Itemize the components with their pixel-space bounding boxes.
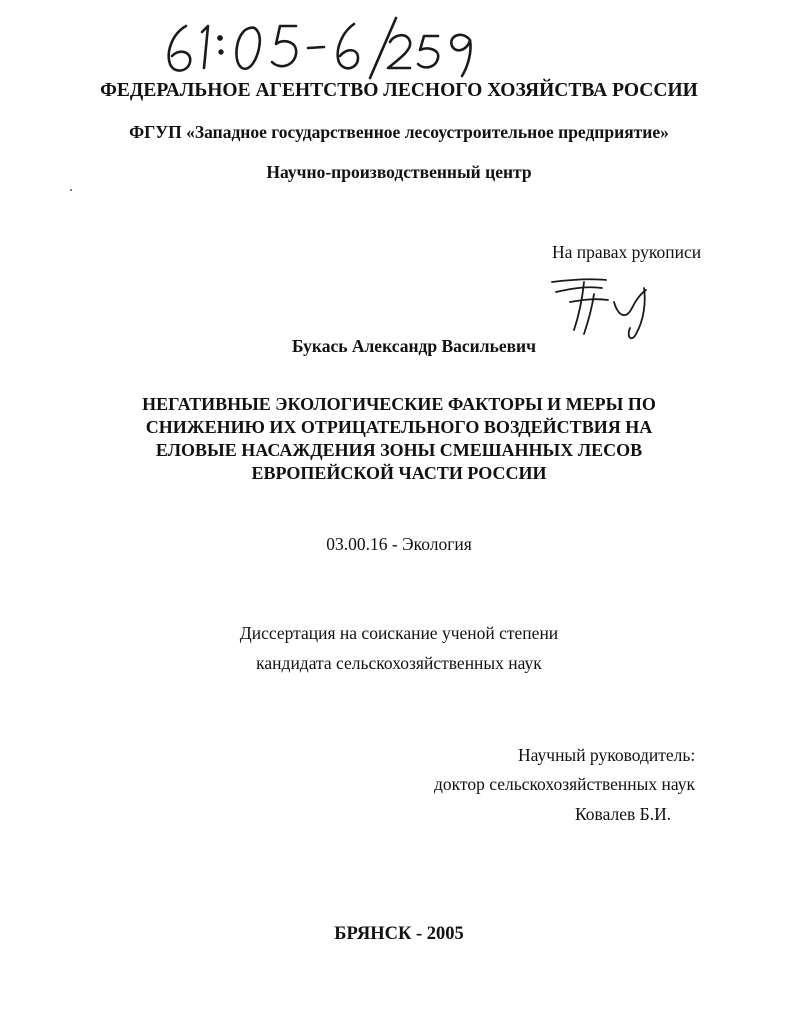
supervisor-name: Ковалев Б.И. xyxy=(575,804,672,824)
research-center-name: Научно-производственный центр xyxy=(266,162,532,182)
title-line: ЕЛОВЫЕ НАСАЖДЕНИЯ ЗОНЫ СМЕШАННЫХ ЛЕСОВ xyxy=(155,440,643,460)
enterprise-name: ФГУП «Западное государственное лесоустроительное предприятие» xyxy=(129,122,669,142)
dissertation-title xyxy=(0,393,798,485)
supervisor-degree: доктор сельскохозяйственных наук xyxy=(434,774,695,794)
agency-heading: ФЕДЕРАЛЬНОЕ АГЕНТСТВО ЛЕСНОГО ХОЗЯЙСТВА РОССИИ xyxy=(100,80,698,101)
degree-line-1: Диссертация на соискание ученой степени xyxy=(239,623,559,643)
manuscript-rights-note: На правах рукописи xyxy=(552,242,702,262)
title-line: СНИЖЕНИЮ ИХ ОТРИЦАТЕЛЬНОГО ВОЗДЕЙСТВИЯ НА xyxy=(145,417,653,437)
author-signature xyxy=(548,272,678,344)
specialty-code: 03.00.16 - Экология xyxy=(326,534,472,554)
title-line: ЕВРОПЕЙСКОЙ ЧАСТИ РОССИИ xyxy=(251,463,547,483)
degree-line-2: кандидата сельскохозяйственных наук xyxy=(256,653,542,673)
scan-speck xyxy=(70,189,72,191)
supervisor-label: Научный руководитель: xyxy=(518,745,696,765)
author-name: Букась Александр Васильевич xyxy=(292,336,537,356)
city-year: БРЯНСК - 2005 xyxy=(334,924,464,944)
title-line: НЕГАТИВНЫЕ ЭКОЛОГИЧЕСКИЕ ФАКТОРЫ И МЕРЫ ПО xyxy=(142,394,656,414)
handwritten-archive-number xyxy=(158,12,478,82)
